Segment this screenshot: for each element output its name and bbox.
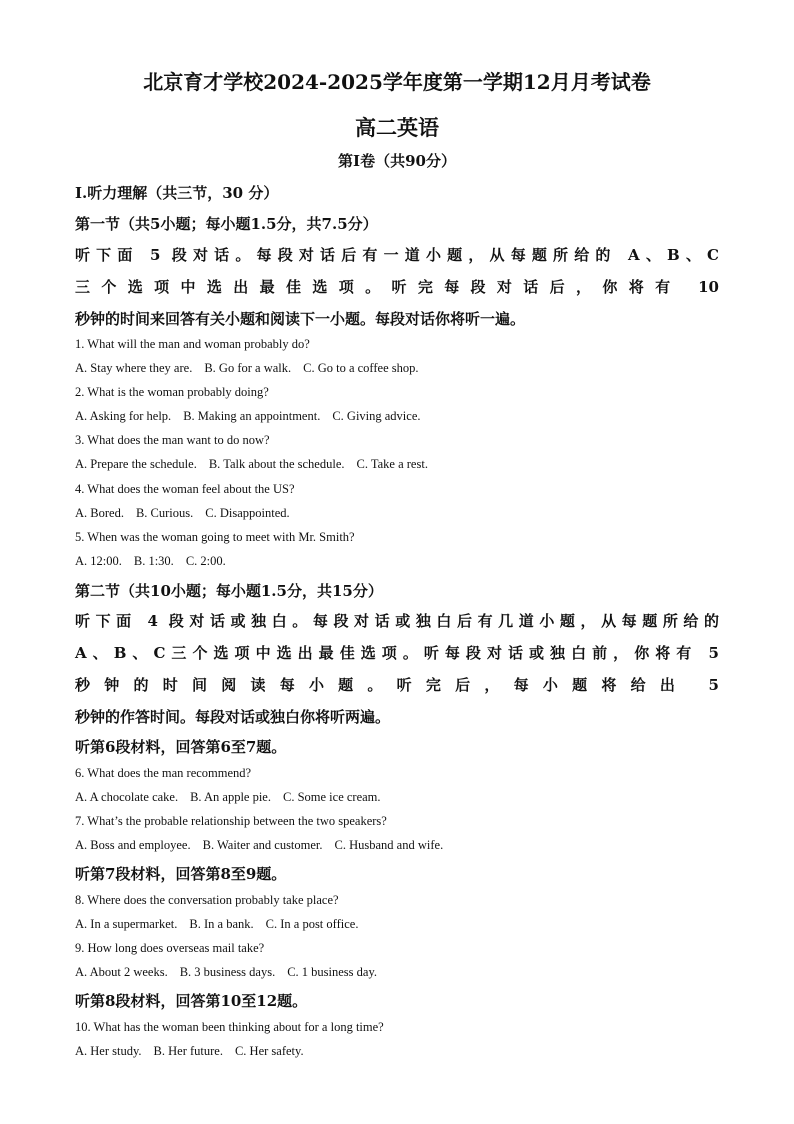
option-a: A. About 2 weeks. xyxy=(75,965,168,979)
option-a: A. Her study. xyxy=(75,1044,142,1058)
exam-title: 北京育才学校2024-2025学年度第一学期12月月考试卷 xyxy=(143,70,651,94)
instruction-line: 秒钟的作答时间。每段对话或独白你将听两遍。 xyxy=(75,708,391,726)
option-c: C. In a post office. xyxy=(265,917,359,931)
question-text: 8. Where does the conversation probably take place? xyxy=(75,893,339,907)
instruction-line: 听下面 4 段对话或独白。每段对话或独白后有几道小题，从每题所给的 xyxy=(75,612,719,630)
option-b: B. Making an appointment. xyxy=(183,409,321,423)
option-c: C. Some ice cream. xyxy=(282,790,381,804)
question-text: 9. How long does overseas mail take? xyxy=(75,941,265,955)
part-heading: I.听力理解（共三节，30 分） xyxy=(75,184,279,202)
instruction-line: A、B、C三个选项中选出最佳选项。听每段对话或独白前，你将有 5 xyxy=(75,644,719,662)
question-text: 10. What has the woman been thinking about for a long time? xyxy=(75,1020,384,1034)
question-options xyxy=(75,1044,316,1059)
option-c: C. Take a rest. xyxy=(356,457,428,471)
group-heading: 听第7段材料，回答第8至9题。 xyxy=(75,865,287,883)
option-b: B. Curious. xyxy=(135,506,194,520)
instruction-line: 听下面 5 段对话。每段对话后有一道小题，从每题所给的 A、B、C xyxy=(75,246,719,264)
option-a: A. Asking for help. xyxy=(75,409,172,423)
question-options xyxy=(75,554,238,569)
option-a: A. Boss and employee. xyxy=(75,838,191,852)
instruction-line: 秒钟的时间阅读每小题。听完后，每小题将给出 5 xyxy=(75,676,719,694)
option-b: B. In a bank. xyxy=(189,917,254,931)
section-heading: 第二节（共10小题；每小题1.5分，共15分） xyxy=(75,582,383,600)
option-c: C. 1 business day. xyxy=(287,965,378,979)
question-options xyxy=(75,506,302,521)
instruction-line: 三个选项中选出最佳选项。听完每段对话后，你将有 10 xyxy=(75,278,719,296)
question-text: 1. What will the man and woman probably do? xyxy=(75,337,310,351)
instruction-line: 秒钟的时间来回答有关小题和阅读下一小题。每段对话你将听一遍。 xyxy=(75,310,526,328)
question-options xyxy=(75,965,389,980)
option-c: C. 2:00. xyxy=(185,554,226,568)
question-text: 7. What’s the probable relationship between the two speakers? xyxy=(75,814,387,828)
option-c: C. Disappointed. xyxy=(205,506,290,520)
group-heading: 听第6段材料，回答第6至7题。 xyxy=(75,738,287,756)
option-b: B. 3 business days. xyxy=(179,965,276,979)
option-c: C. Go to a coffee shop. xyxy=(303,361,419,375)
question-options xyxy=(75,409,433,424)
option-c: C. Giving advice. xyxy=(332,409,421,423)
option-a: A. A chocolate cake. xyxy=(75,790,179,804)
question-text: 5. When was the woman going to meet with Mr. Smith? xyxy=(75,530,355,544)
option-a: A. In a supermarket. xyxy=(75,917,178,931)
option-c: C. Her safety. xyxy=(234,1044,304,1058)
option-a: A. Stay where they are. xyxy=(75,361,193,375)
option-b: B. Waiter and customer. xyxy=(202,838,323,852)
question-text: 3. What does the man want to do now? xyxy=(75,433,270,447)
option-a: A. 12:00. xyxy=(75,554,122,568)
question-options xyxy=(75,917,370,932)
volume-title: 第I卷（共90分） xyxy=(338,152,456,170)
option-b: B. 1:30. xyxy=(133,554,174,568)
question-text: 2. What is the woman probably doing? xyxy=(75,385,269,399)
question-text: 4. What does the woman feel about the US? xyxy=(75,482,295,496)
section-heading: 第一节（共5小题；每小题1.5分，共7.5分） xyxy=(75,215,378,233)
question-options xyxy=(75,838,455,853)
question-text: 6. What does the man recommend? xyxy=(75,766,252,780)
group-heading: 听第8段材料，回答第10至12题。 xyxy=(75,992,308,1010)
option-c: C. Husband and wife. xyxy=(334,838,444,852)
subject-title: 高二英语 xyxy=(355,115,439,140)
option-b: B. Her future. xyxy=(153,1044,223,1058)
option-b: B. Talk about the schedule. xyxy=(208,457,345,471)
option-b: B. An apple pie. xyxy=(190,790,271,804)
question-options xyxy=(75,790,393,805)
option-a: A. Prepare the schedule. xyxy=(75,457,197,471)
option-b: B. Go for a walk. xyxy=(204,361,292,375)
option-a: A. Bored. xyxy=(75,506,124,520)
question-options xyxy=(75,361,431,376)
question-options xyxy=(75,457,440,472)
